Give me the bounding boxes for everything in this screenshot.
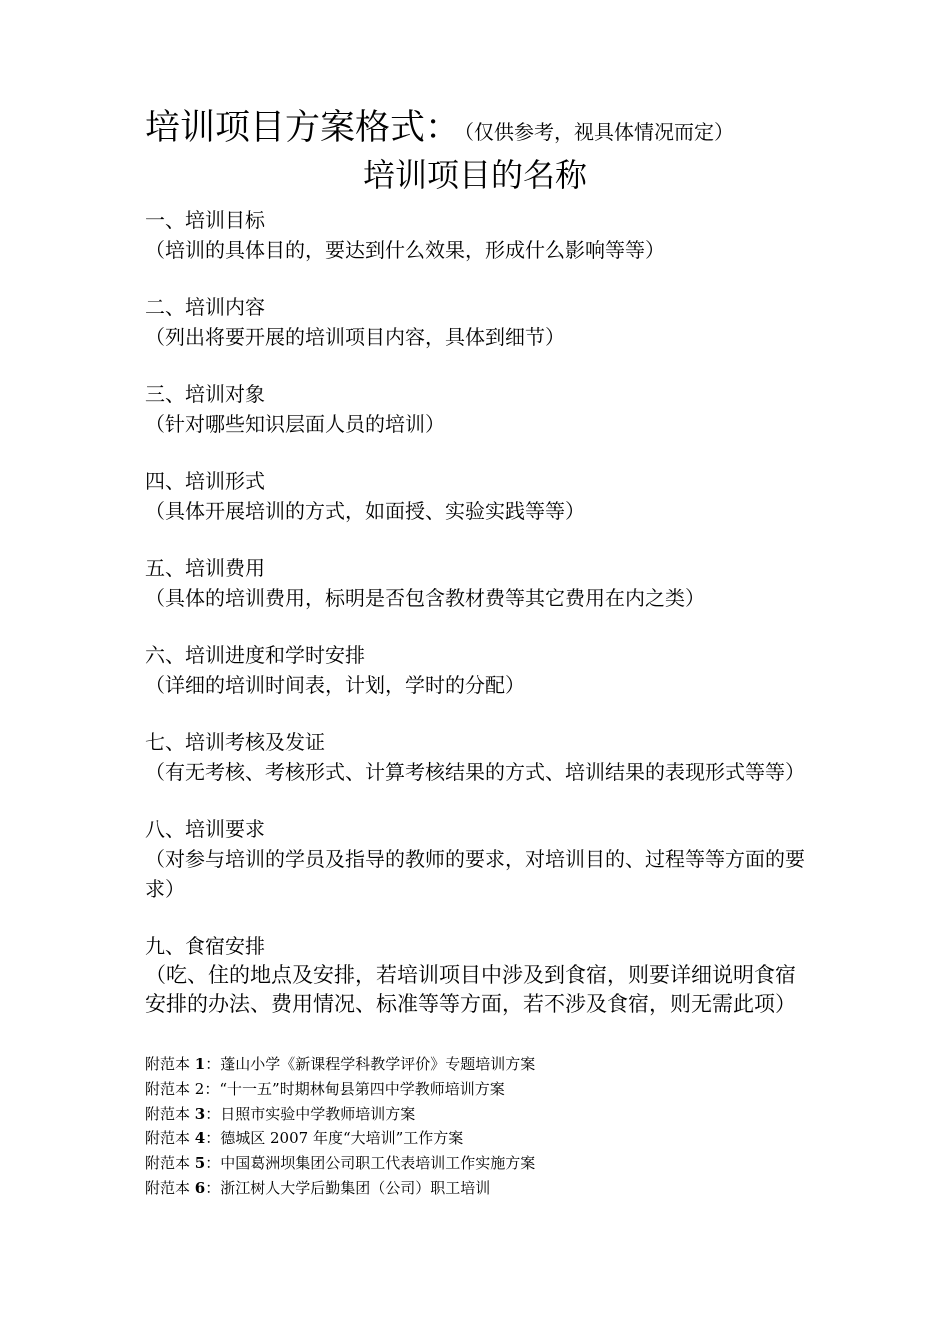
section-goal xyxy=(145,205,815,265)
appendix-item xyxy=(145,1126,815,1151)
section-audience xyxy=(145,379,815,439)
appendix-number: 5 xyxy=(194,1154,206,1173)
section-heading: 七、培训考核及发证 xyxy=(145,730,325,754)
appendix-item xyxy=(145,1151,815,1176)
appendix-label: 附范本 xyxy=(145,1154,191,1173)
section-heading: 六、培训进度和学时安排 xyxy=(145,643,365,667)
section-requirements xyxy=(145,814,815,904)
section-heading: 八、培训要求 xyxy=(145,817,265,841)
appendix-label: 附范本 xyxy=(145,1129,191,1148)
section-format xyxy=(145,466,815,526)
section-content xyxy=(145,292,815,352)
appendix-item xyxy=(145,1052,815,1077)
section-cost xyxy=(145,553,815,613)
section-assessment xyxy=(145,727,815,787)
section-desc: （吃、住的地点及安排，若培训项目中涉及到食宿，则要详细说明食宿安排的办法、费用情况、标准等等方面，若不涉及食宿，则无需此项） xyxy=(145,963,796,1016)
sections-list xyxy=(145,205,815,1019)
appendix-item xyxy=(145,1102,815,1127)
appendix-number: 1 xyxy=(194,1055,206,1073)
appendix-separator: ： xyxy=(205,1129,221,1148)
section-heading: 二、培训内容 xyxy=(145,295,265,319)
section-heading: 四、培训形式 xyxy=(145,469,265,493)
appendix-separator: ： xyxy=(205,1178,221,1197)
section-heading: 九、食宿安排 xyxy=(145,934,265,958)
page-title: 培训项目方案格式： xyxy=(145,108,461,148)
appendix-item xyxy=(145,1176,815,1201)
appendix-number: 6 xyxy=(194,1178,206,1197)
section-heading: 三、培训对象 xyxy=(145,382,265,406)
appendix-label: 附范本 xyxy=(145,1178,191,1197)
section-lodging xyxy=(145,931,815,1019)
section-schedule xyxy=(145,640,815,700)
section-desc: （有无考核、考核形式、计算考核结果的方式、培训结果的表现形式等等） xyxy=(145,760,805,784)
appendix-separator: ： xyxy=(205,1154,221,1173)
section-desc: （针对哪些知识层面人员的培训） xyxy=(145,412,445,436)
section-desc: （具体开展培训的方式，如面授、实验实践等等） xyxy=(145,499,585,523)
section-desc: （对参与培训的学员及指导的教师的要求，对培训目的、过程等等方面的要求） xyxy=(145,847,805,901)
appendix-title: 中国葛洲坝集团公司职工代表培训工作实施方案 xyxy=(220,1154,536,1173)
section-heading: 一、培训目标 xyxy=(145,208,265,232)
appendix-title: 德城区 2007 年度“大培训”工作方案 xyxy=(220,1129,464,1148)
appendix-separator: ： xyxy=(205,1104,221,1123)
page-subtitle: 培训项目的名称 xyxy=(362,156,587,194)
appendix-title: “十一五”时期林甸县第四中学教师培训方案 xyxy=(219,1079,505,1098)
appendix-label: 附范本 xyxy=(145,1104,191,1123)
title-note: （仅供参考，视具体情况而定） xyxy=(464,120,735,144)
appendix-label: 附范本 xyxy=(145,1079,191,1098)
section-desc: （详细的培训时间表，计划，学时的分配） xyxy=(145,673,525,697)
appendix-label: 附范本 xyxy=(145,1055,191,1073)
appendix-title: 浙江树人大学后勤集团（公司）职工培训 xyxy=(220,1178,491,1197)
appendix-title: 日照市实验中学教师培训方案 xyxy=(220,1104,416,1123)
section-heading: 五、培训费用 xyxy=(145,556,265,580)
appendix-separator: ： xyxy=(205,1055,221,1073)
appendix-number: 2 xyxy=(194,1079,205,1098)
appendix-separator: ： xyxy=(204,1079,220,1098)
appendix-list xyxy=(145,1052,815,1201)
section-desc: （具体的培训费用，标明是否包含教材费等其它费用在内之类） xyxy=(145,586,705,610)
section-desc: （培训的具体目的，要达到什么效果，形成什么影响等等） xyxy=(145,238,665,262)
appendix-item xyxy=(145,1077,815,1102)
appendix-title: 蓬山小学《新课程学科教学评价》专题培训方案 xyxy=(220,1055,536,1073)
title-line xyxy=(145,100,734,150)
appendix-number: 4 xyxy=(194,1129,206,1148)
section-desc: （列出将要开展的培训项目内容，具体到细节） xyxy=(145,325,565,349)
appendix-number: 3 xyxy=(194,1104,206,1123)
